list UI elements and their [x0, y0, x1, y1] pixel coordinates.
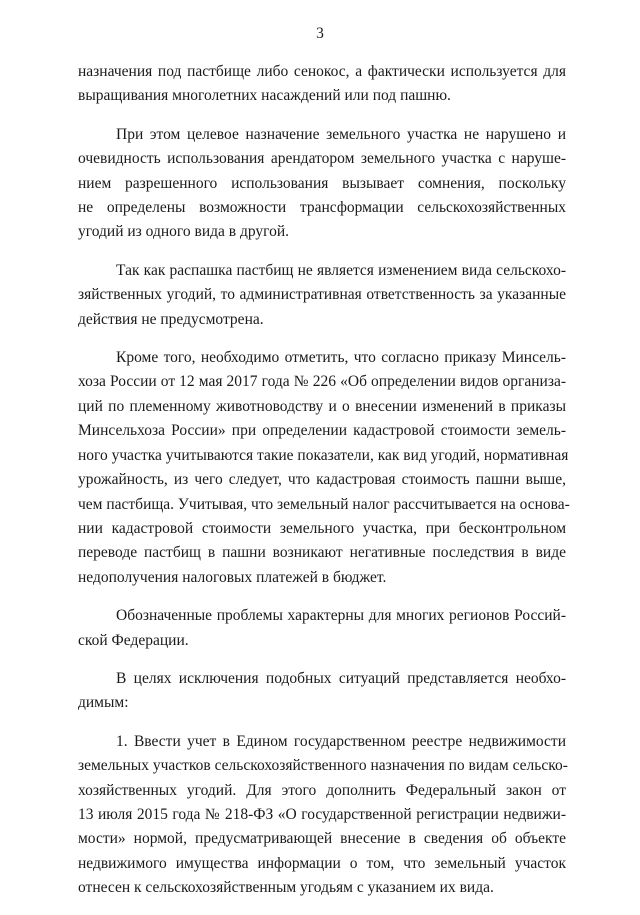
text-line: хоза России от 12 мая 2017 года № 226 «Об определении видов организа- [78, 373, 566, 391]
text-line: назначения под пастбище либо сенокос, а фактически используется для [78, 63, 566, 80]
paragraph-list-item [78, 730, 566, 901]
text-line: угодий из одного вида в другой. [78, 223, 290, 241]
text-line: Кроме того, необходимо отметить, что согласно приказу Минсель- [116, 349, 566, 367]
text-line: недополучения налоговых платежей в бюджет. [78, 568, 387, 586]
text-line: Минсельхоза России» при определении кадастровой стоимости земель- [78, 422, 566, 440]
text-line: ций по племенному животноводству и о внесении изменений в приказы [78, 397, 566, 415]
text-line: не определены возможности трансформации сельскохозяйственных [78, 199, 566, 217]
text-line: нием разрешенного использования вызывает сомнения, поскольку [78, 174, 566, 192]
paragraph [78, 667, 566, 716]
text-line: чем пастбища. Учитывая, что земельный налог рассчитывается на основа- [78, 495, 570, 513]
text-line: переводе пастбищ в пашни возникают негативные последствия в виде [78, 544, 566, 562]
text-line: отнесен к сельскохозяйственным угодьям с указанием их вида. [78, 879, 494, 897]
text-line: димым: [78, 694, 129, 712]
paragraph [78, 604, 566, 653]
paragraph [78, 123, 566, 245]
text-line: 1. Ввести учет в Едином государственном реестре недвижимости [116, 732, 566, 750]
document-body [78, 60, 570, 915]
text-line: зяйственных угодий, то административная ответственность за указанные [78, 286, 566, 304]
paragraph [78, 259, 566, 332]
text-line: При этом целевое назначение земельного участка не нарушено и [116, 125, 566, 143]
text-line: недвижимого имущества информации о том, что земельный участок [78, 854, 566, 872]
text-line: действия не предусмотрена. [78, 310, 264, 328]
text-line: урожайность, из чего следует, что кадастровая стоимость пашни выше, [78, 471, 566, 489]
text-line: Так как распашка пастбищ не является изменением вида сельскохо- [116, 261, 566, 279]
text-line: очевидность использования арендатором земельного участка с наруше- [78, 150, 566, 168]
paragraph [78, 346, 570, 590]
text-line: В целях исключения подобных ситуаций представляется необхо- [116, 669, 566, 687]
page-number: 3 [316, 25, 324, 42]
text-line: нии кадастровой стоимости земельного участка, при бесконтрольном [78, 519, 566, 537]
text-line: 13 июля 2015 года № 218-ФЗ «О государственной регистрации недвижи- [78, 805, 566, 823]
text-line: ской Федерации. [78, 631, 189, 649]
paragraph-continuation [78, 60, 566, 109]
text-line: мости» нормой, предусматривающей внесение в сведения об объекте [78, 830, 566, 848]
text-line: выращивания многолетних насаждений или под пашню. [78, 87, 451, 105]
text-line: земельных участков сельскохозяйственного назначения по видам сельско- [78, 757, 568, 775]
text-line: хозяйственных угодий. Для этого дополнить Федеральный закон от [78, 781, 566, 799]
text-line: Обозначенные проблемы характерны для многих регионов Россий- [116, 607, 566, 625]
text-line: ного участка учитываются такие показатели, как вид угодий, нормативная [78, 446, 569, 464]
